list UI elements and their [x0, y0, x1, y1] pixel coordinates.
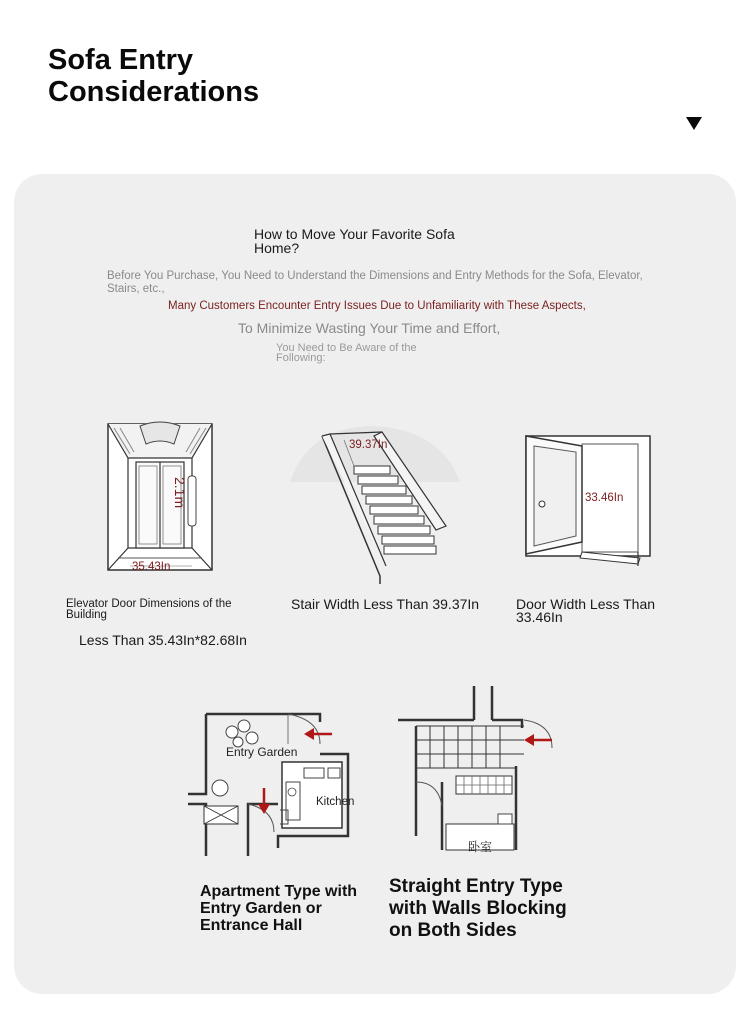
- straight-entry-floorplan-illustration: [398, 686, 554, 856]
- chevron-down-icon[interactable]: [684, 114, 704, 132]
- arrow-left-icon: [304, 728, 332, 740]
- arrow-left-icon: [524, 734, 552, 746]
- stairs-width-mark: 39.37In: [349, 439, 388, 451]
- elevator-height-mark: 2.1m: [172, 477, 188, 509]
- arrow-down-icon: [258, 788, 270, 814]
- apartment-floorplan-illustration: [188, 710, 358, 858]
- info-card: [14, 174, 736, 994]
- intro-text-1: Before You Purchase, You Need to Understand the Dimensions and Entry Methods for the Sofa, Elevator, Stairs, etc.,: [107, 270, 643, 295]
- intro-text-3: To Minimize Wasting Your Time and Effort,: [238, 320, 501, 336]
- stairs-caption: Stair Width Less Than 39.37In: [291, 596, 480, 612]
- intro-text-2: Many Customers Encounter Entry Issues Due to Unfamiliarity with These Aspects,: [168, 300, 586, 312]
- elevator-caption: Elevator Door Dimensions of the Building: [66, 598, 232, 621]
- page-title: Sofa Entry Considerations: [48, 44, 260, 108]
- card-heading: How to Move Your Favorite Sofa Home?: [254, 226, 455, 256]
- kitchen-label: Kitchen: [316, 796, 355, 808]
- door-width-mark: 33.46In: [585, 492, 624, 504]
- intro-text-4: You Need to Be Aware of the Following:: [276, 342, 417, 364]
- elevator-illustration: [100, 418, 220, 578]
- straight-entry-caption: Straight Entry Type with Walls Blocking on Both Sides: [389, 876, 567, 941]
- apartment-caption: Apartment Type with Entry Garden or Entrance Hall: [200, 883, 358, 934]
- elevator-width-mark: 35.43In: [132, 561, 171, 573]
- elevator-requirement: Less Than 35.43In*82.68In: [79, 632, 247, 648]
- bedroom-label: 卧室: [468, 840, 493, 854]
- door-caption: Door Width Less Than 33.46In: [516, 596, 656, 625]
- entry-garden-label: Entry Garden: [226, 745, 298, 759]
